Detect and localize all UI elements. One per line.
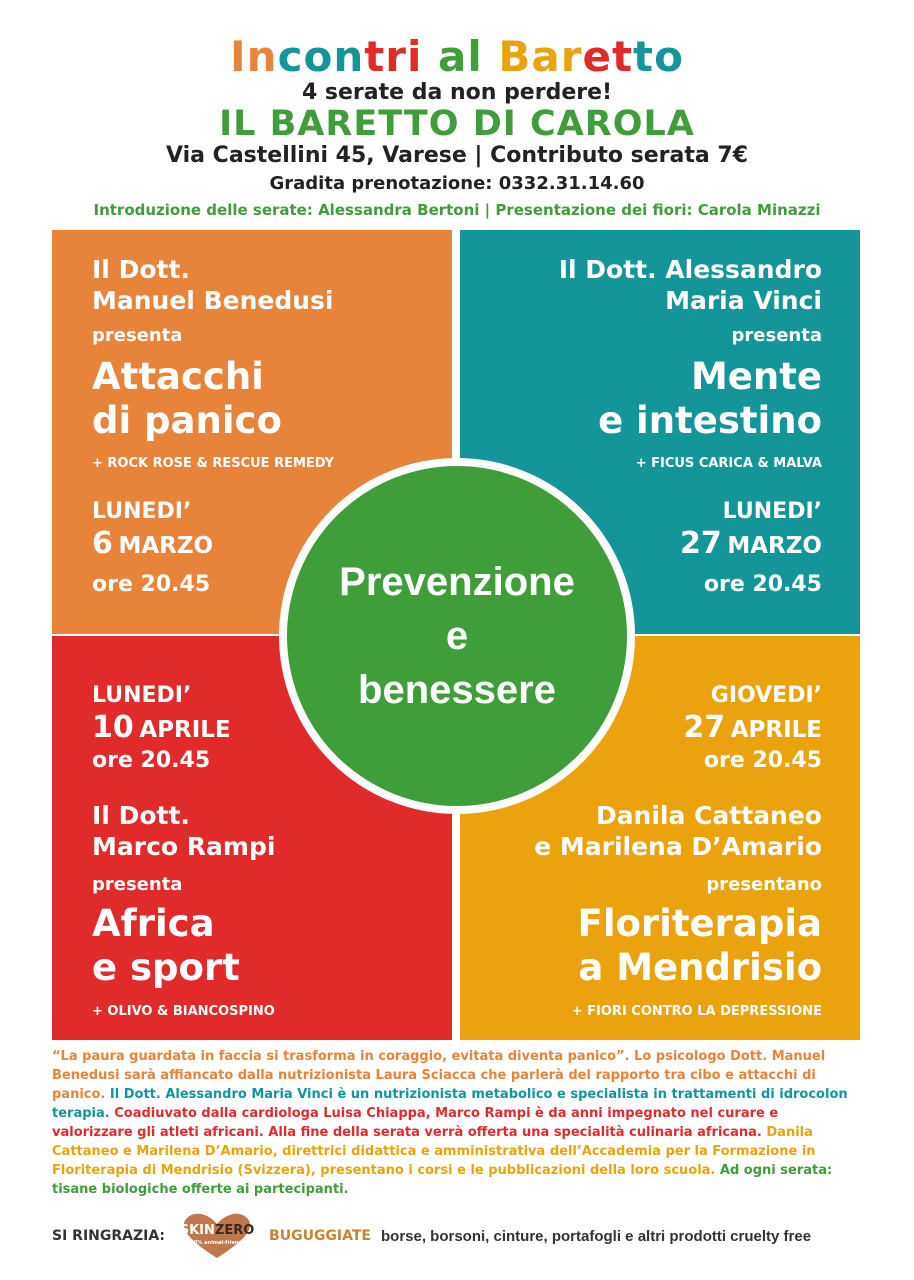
address: Via Castellini 45, Varese | Contributo serata 7€ <box>165 143 748 168</box>
speaker-name <box>559 254 822 316</box>
flower-remedy: + FICUS CARICA & MALVA <box>635 456 822 471</box>
date-number: 27 <box>680 526 722 561</box>
sponsor-location: BUGUGGIATE <box>269 1228 371 1244</box>
event-topic <box>598 355 822 443</box>
venue-name: IL BARETTO DI CAROLA <box>219 104 695 144</box>
topic-line: Attacchi <box>92 355 264 398</box>
skinzero-logo <box>175 1212 259 1260</box>
title-part: to <box>633 32 684 81</box>
date-number: 27 <box>683 710 726 745</box>
svg-text:SKINZERO <box>180 1223 255 1238</box>
description-vinci: Il Dott. Alessandro Maria Vinci è un nutrizionista metabolico e specialista in trattamenti di idrocolon terapia. <box>52 1087 848 1121</box>
flower-remedy: + ROCK ROSE & RESCUE REMEDY <box>92 456 335 471</box>
speaker-name <box>92 254 333 316</box>
subtitle: 4 serate da non perdere! <box>301 80 613 105</box>
event-day: LUNEDI’ <box>722 499 822 524</box>
speaker-line: Marco Rampi <box>92 832 276 861</box>
speaker-line: Maria Vinci <box>665 286 822 315</box>
title-part: con <box>277 32 365 81</box>
date-month: APRILE <box>730 717 822 743</box>
date-month: MARZO <box>118 533 214 559</box>
description-benedusi: “La paura guardata in faccia si trasforma in coraggio, evitata diventa panico”. Lo psicologo Dott. Manuel Benedusi sarà affiancato dalla nutrizionista Laura Sciacca che parlerà del rapporto tra cibo e attacchi di panico. <box>52 1049 826 1102</box>
event-date <box>683 710 822 745</box>
title-part: et <box>582 32 634 81</box>
thanks-label: SI RINGRAZIA: <box>52 1228 166 1244</box>
event-time: ore 20.45 <box>703 572 822 597</box>
title-part: In <box>230 32 278 81</box>
theme-line: benessere <box>358 668 556 712</box>
event-topic <box>578 902 822 990</box>
flower-remedy: + OLIVO & BIANCOSPINO <box>92 1004 275 1019</box>
event-time: ore 20.45 <box>703 748 822 773</box>
date-month: APRILE <box>139 717 231 743</box>
speaker-line: Il Dott. <box>92 255 190 284</box>
speaker-line: Danila Cattaneo <box>595 801 822 830</box>
topic-line: Africa <box>92 902 215 945</box>
speaker-name <box>534 800 822 862</box>
poster-title <box>0 32 914 81</box>
presents-label: presentano <box>706 874 822 895</box>
topic-line: di panico <box>92 399 282 442</box>
event-date <box>92 526 213 561</box>
logo-skin: SKIN <box>179 1223 215 1238</box>
theme-line: e <box>445 614 469 658</box>
date-number: 6 <box>92 526 113 561</box>
event-description <box>52 1047 862 1199</box>
flower-remedy: + FIORI CONTRO LA DEPRESSIONE <box>571 1004 822 1019</box>
sponsor-footer <box>52 1211 862 1261</box>
description-floriterapia: Danila Cattaneo e Marilena D’Amario, direttrici didattica e amministrativa dell’Accademia per la Formazione in Floriterapia di Mendrisio (Svizzera), presentano i corsi e le pubblicazioni della loro scuola. <box>52 1125 816 1178</box>
event-time: ore 20.45 <box>92 572 211 597</box>
speaker-line: Il Dott. Alessandro <box>558 255 822 284</box>
presents-label: presenta <box>731 325 822 346</box>
speaker-line: Il Dott. <box>92 801 190 830</box>
booking-phone: Gradita prenotazione: 0332.31.14.60 <box>269 173 645 194</box>
heart-icon <box>175 1212 259 1260</box>
speaker-line: Manuel Benedusi <box>92 286 334 315</box>
date-month: MARZO <box>727 533 822 559</box>
logo-zero: ZERO <box>214 1223 255 1238</box>
intro-credits: Introduzione delle serate: Alessandra Bertoni | Presentazione dei fiori: Carola Minazzi <box>93 201 821 219</box>
sponsor-products: borse, borsoni, cinture, portafogli e altri prodotti cruelty free <box>381 1227 812 1245</box>
speaker-name <box>92 800 275 862</box>
event-day: GIOVEDI’ <box>710 683 822 708</box>
date-number: 10 <box>92 710 134 745</box>
event-topic <box>92 355 282 443</box>
title-part: tri <box>364 32 423 81</box>
topic-line: Floriterapia <box>577 902 822 945</box>
speaker-line: e Marilena D’Amario <box>534 832 822 861</box>
event-time: ore 20.45 <box>92 748 211 773</box>
logo-sub: 100% animal-friendly <box>187 1240 248 1246</box>
title-part: al <box>422 32 499 81</box>
theme-line: Prevenzione <box>339 560 575 604</box>
topic-line: a Mendrisio <box>578 946 822 989</box>
presents-label: presenta <box>92 325 183 346</box>
topic-line: e intestino <box>598 399 822 442</box>
description-tisane: Ad ogni serata: tisane biologiche offerte ai partecipanti. <box>52 1163 833 1197</box>
topic-line: e sport <box>92 946 240 989</box>
title-part: Bar <box>498 32 583 81</box>
event-date <box>680 526 822 561</box>
theme-circle <box>279 458 635 814</box>
event-day: LUNEDI’ <box>92 683 192 708</box>
presents-label: presenta <box>92 874 183 895</box>
event-day: LUNEDI’ <box>92 499 192 524</box>
event-topic <box>92 902 240 990</box>
description-rampi: Coadiuvato dalla cardiologa Luisa Chiappa, Marco Rampi è da anni impegnato nel curare e valorizzare gli atleti africani. Alla fine della serata verrà offerta una specialità culinaria africana. <box>52 1106 779 1140</box>
topic-line: Mente <box>690 355 822 398</box>
event-date <box>92 710 231 745</box>
